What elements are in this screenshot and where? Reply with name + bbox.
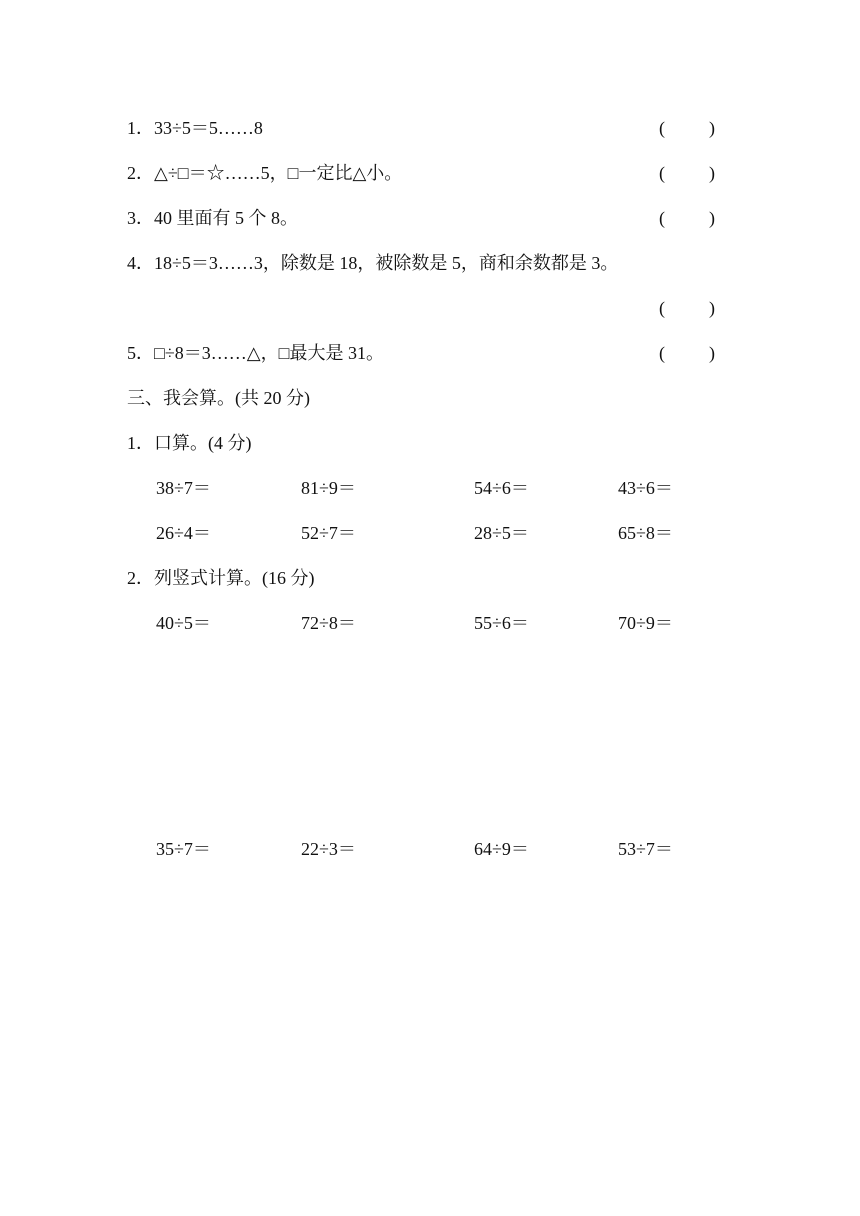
answer-bracket-3	[659, 206, 715, 230]
vertical-calc-title: 2．列竖式计算。(16 分)	[127, 568, 315, 588]
oral-problem: 26÷4＝	[156, 523, 211, 543]
vertical-problem: 64÷9＝	[474, 839, 529, 859]
judgement-item-4: 4．18÷5＝3……3，除数是 18，被除数是 5，商和余数都是 3。	[127, 253, 619, 273]
answer-bracket-1	[659, 116, 715, 140]
oral-problem: 28÷5＝	[474, 523, 529, 543]
judgement-item-3: 3．40 里面有 5 个 8。	[127, 208, 298, 228]
bracket-open: (	[659, 163, 665, 183]
vertical-problem: 53÷7＝	[618, 839, 673, 859]
vertical-problem: 72÷8＝	[301, 613, 356, 633]
oral-calc-title: 1．口算。(4 分)	[127, 433, 252, 453]
judgement-item-2: 2．△÷□＝☆……5，□一定比△小。	[127, 163, 403, 183]
answer-bracket-5	[659, 341, 715, 365]
oral-problem: 43÷6＝	[618, 478, 673, 498]
section-title: 三、我会算。(共 20 分)	[127, 388, 310, 408]
bracket-open: (	[659, 118, 665, 138]
vertical-problem: 35÷7＝	[156, 839, 211, 859]
bracket-open: (	[659, 208, 665, 228]
vertical-problem: 40÷5＝	[156, 613, 211, 633]
vertical-problem: 55÷6＝	[474, 613, 529, 633]
oral-problem: 81÷9＝	[301, 478, 356, 498]
bracket-close: )	[709, 118, 715, 138]
bracket-close: )	[709, 208, 715, 228]
oral-problem: 65÷8＝	[618, 523, 673, 543]
oral-problem: 38÷7＝	[156, 478, 211, 498]
answer-bracket-2	[659, 161, 715, 185]
bracket-open: (	[659, 343, 665, 363]
oral-problem: 54÷6＝	[474, 478, 529, 498]
oral-problem: 52÷7＝	[301, 523, 356, 543]
bracket-close: )	[709, 298, 715, 318]
judgement-item-5: 5．□÷8＝3……△，□最大是 31。	[127, 343, 384, 363]
answer-bracket-4	[659, 296, 715, 320]
vertical-problem: 70÷9＝	[618, 613, 673, 633]
bracket-close: )	[709, 343, 715, 363]
vertical-problem: 22÷3＝	[301, 839, 356, 859]
judgement-item-1: 1．33÷5＝5……8	[127, 118, 263, 138]
bracket-close: )	[709, 163, 715, 183]
bracket-open: (	[659, 298, 665, 318]
